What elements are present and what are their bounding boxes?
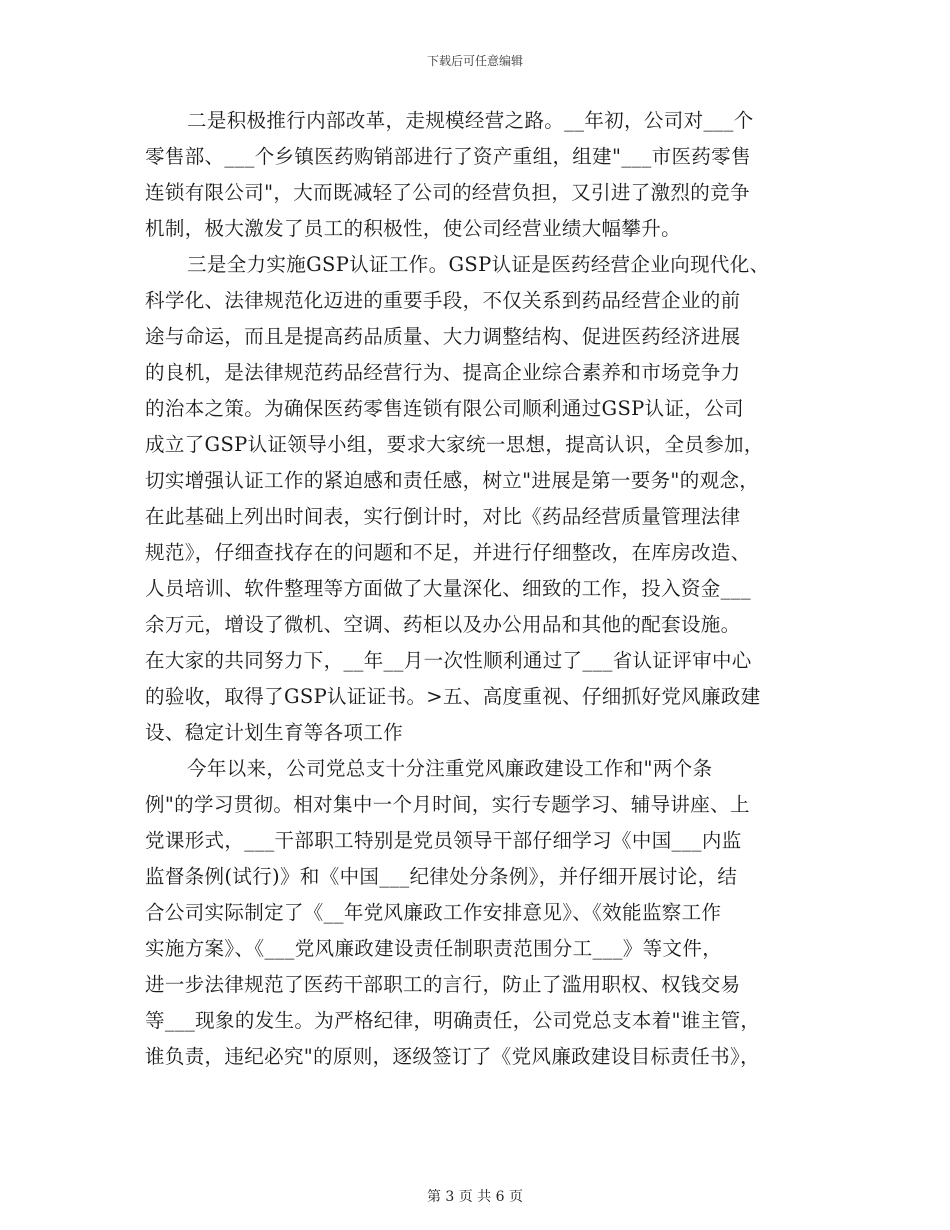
body-line: 成立了GSP认证领导小组，要求大家统一思想，提高认识，全员参加，: [145, 433, 764, 456]
body-line: 例"的学习贯彻。相对集中一个月时间，实行专题学习、辅导讲座、上: [145, 793, 750, 816]
body-line: 实施方案》、《___党风廉政建设责任制职责范围分工___》等文件，: [145, 937, 723, 960]
body-line: 的验收，取得了GSP认证证书。>五、高度重视、仔细抓好党风廉政建: [145, 685, 761, 708]
body-line: 零售部、___个乡镇医药购销部进行了资产重组，组建"___市医药零售: [145, 145, 751, 168]
body-line: 切实增强认证工作的紧迫感和责任感，树立"进展是第一要务"的观念，: [145, 469, 760, 492]
body-line: 余万元，增设了微机、空调、药柜以及办公用品和其他的配套设施。: [145, 613, 741, 636]
page-number-footer: 第 3 页 共 6 页: [426, 1189, 524, 1205]
body-line: 今年以来，公司党总支十分注重党风廉政建设工作和"两个条: [187, 757, 713, 780]
page-header: 下载后可任意编辑: [426, 54, 523, 68]
body-line: 谁负责，违纪必究"的原则，逐级签订了《党风廉政建设目标责任书》，: [145, 1045, 760, 1068]
body-line: 机制，极大激发了员工的积极性，使公司经营业绩大幅攀升。: [145, 217, 681, 240]
body-line: 科学化、法律规范化迈进的重要手段，不仅关系到药品经营企业的前: [145, 289, 741, 312]
body-line: 规范》，仔细查找存在的问题和不足，并进行仔细整改，在库房改造、: [145, 541, 751, 564]
body-line: 的良机，是法律规范药品经营行为、提高企业综合素养和市场竞争力: [145, 361, 741, 384]
body-line: 合公司实际制定了《__年党风廉政工作安排意见》、《效能监察工作: [145, 901, 722, 924]
body-line: 在大家的共同努力下，__年__月一次性顺利通过了___省认证评审中心: [145, 649, 752, 672]
body-line: 监督条例(试行)》和《中国___纪律处分条例》，并仔细开展讨论，结: [145, 865, 738, 888]
document-body: [145, 103, 825, 1075]
body-line: 进一步法律规范了医药干部职工的言行，防止了滥用职权、权钱交易: [145, 973, 741, 996]
body-line: 设、稳定计划生育等各项工作: [145, 721, 404, 744]
body-line: 途与命运，而且是提高药品质量、大力调整结构、促进医药经济进展: [145, 325, 741, 348]
body-line: 在此基础上列出时间表，实行倒计时，对比《药品经营质量管理法律: [145, 505, 741, 528]
body-line: 三是全力实施GSP认证工作。GSP认证是医药经营企业向现代化、: [187, 253, 770, 276]
body-line: 等___现象的发生。为严格纪律，明确责任，公司党总支本着"谁主管，: [145, 1009, 761, 1032]
body-line: 的治本之策。为确保医药零售连锁有限公司顺利通过GSP认证，公司: [145, 397, 744, 420]
body-line: 人员培训、软件整理等方面做了大量深化、细致的工作，投入资金___: [145, 577, 751, 600]
body-line: 二是积极推行内部改革，走规模经营之路。__年初，公司对___个: [187, 109, 754, 132]
body-line: 党课形式，___干部职工特别是党员领导干部仔细学习《中国___内监: [145, 829, 742, 852]
body-line: 连锁有限公司"，大而既减轻了公司的经营负担，又引进了激烈的竞争: [145, 181, 750, 204]
